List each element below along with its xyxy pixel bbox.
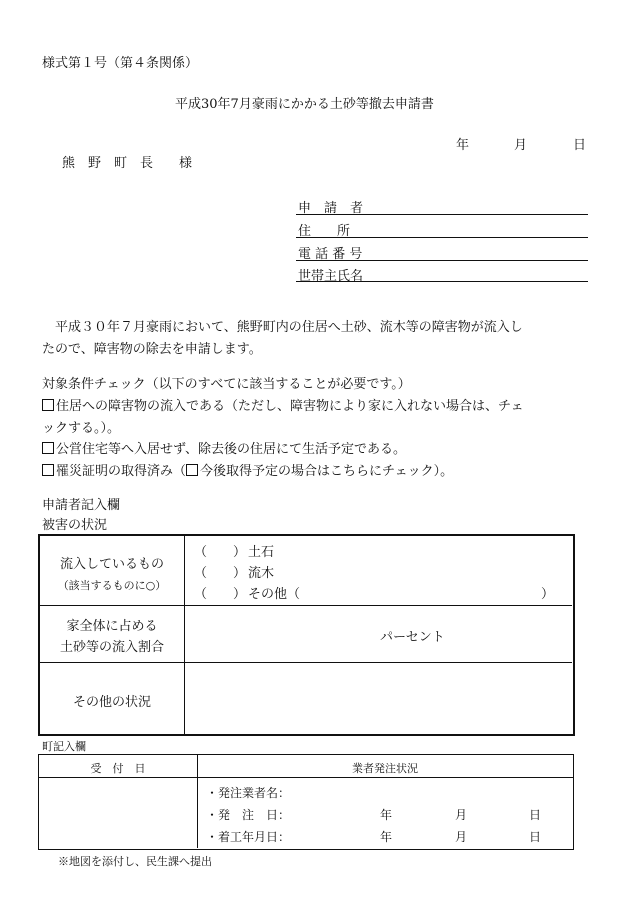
order-date-label: ・発 注 日： (206, 808, 291, 822)
condition-3-text-a: 罹災証明の取得済み（ (56, 464, 187, 479)
condition-2-text: 公営住宅等へ入居せず、除去後の住居にて生活予定である。 (56, 442, 406, 457)
condition-2 (42, 438, 406, 457)
date-day-label: 日 (573, 138, 587, 153)
household-head-line[interactable] (296, 281, 588, 282)
damage-subheading: 被害の状況 (42, 518, 108, 533)
condition-1-cont: ックする。）。 (42, 421, 121, 436)
addressee: 熊 野 町 長 様 (62, 156, 193, 171)
percent-label: パーセント (380, 630, 445, 645)
start-day: 日 (529, 830, 542, 844)
other-status-field[interactable] (186, 664, 570, 731)
checkbox-icon[interactable] (42, 464, 54, 476)
option-paren-3[interactable]: （ ） (194, 587, 247, 602)
reception-date-header: 受 付 日 (90, 762, 146, 775)
form-number: 様式第１号（第４条関係） (42, 56, 199, 71)
town-section-heading: 町記入欄 (42, 740, 86, 753)
other-status-label: その他の状況 (72, 695, 151, 710)
option-other: その他（ (248, 587, 301, 602)
table-row-divider (39, 605, 572, 606)
condition-1 (42, 395, 524, 414)
applicant-section-heading: 申請者記入欄 (42, 498, 121, 513)
option-other-close: ） (541, 587, 555, 602)
order-year: 年 (380, 808, 393, 822)
body-line-2: たので、障害物の除去を申請します。 (42, 342, 262, 357)
table-divider (184, 535, 185, 734)
household-head-label: 世帯主氏名 (298, 269, 364, 284)
ratio-label-b: 土砂等の流入割合 (59, 640, 164, 655)
phone-line[interactable] (296, 260, 588, 261)
inflow-label: 流入しているもの (59, 557, 164, 572)
order-status-header: 業者発注状況 (352, 762, 418, 775)
body-line-1: 平成３０年７月豪雨において、熊野町内の住居へ土砂、流木等の障害物が流入し (42, 320, 523, 335)
ratio-label-a: 家全体に占める (66, 619, 158, 634)
document-title: 平成30年7月豪雨にかかる土砂等撤去申請書 (175, 97, 434, 112)
start-date-label: ・着工年月日： (206, 830, 291, 844)
date-year-label: 年 (456, 138, 470, 153)
condition-1-text: 住居への障害物の流入である（ただし、障害物により家に入れない場合は、チェ (56, 399, 524, 414)
option-driftwood: 流木 (248, 566, 275, 581)
order-month: 月 (455, 808, 468, 822)
contractor-label: ・発注業者名： (206, 786, 291, 800)
applicant-label: 申 請 者 (298, 201, 364, 216)
start-year: 年 (380, 830, 393, 844)
option-paren-1[interactable]: （ ） (194, 545, 247, 560)
town-table-header-divider (39, 777, 573, 778)
inflow-note: （該当するものに○） (57, 579, 167, 592)
condition-3-text-b: 今後取得予定の場合はこちらにチェック）。 (200, 464, 454, 479)
order-day: 日 (529, 808, 542, 822)
checkbox-icon[interactable] (42, 442, 54, 454)
address-line[interactable] (296, 237, 588, 238)
footnote: ※地図を添付し、民生課へ提出 (58, 855, 212, 868)
checkbox-icon[interactable] (42, 399, 54, 411)
option-paren-2[interactable]: （ ） (194, 566, 247, 581)
option-dirt: 土石 (248, 545, 275, 560)
date-month-label: 月 (514, 138, 528, 153)
address-label: 住 所 (298, 224, 351, 239)
phone-label: 電 話 番 号 (298, 247, 363, 262)
start-month: 月 (455, 830, 468, 844)
condition-3 (42, 460, 453, 479)
conditions-heading: 対象条件チェック（以下のすべてに該当することが必要です。） (42, 377, 411, 392)
applicant-line[interactable] (296, 214, 588, 215)
checkbox-icon[interactable] (186, 464, 198, 476)
table-row-divider (39, 662, 572, 663)
